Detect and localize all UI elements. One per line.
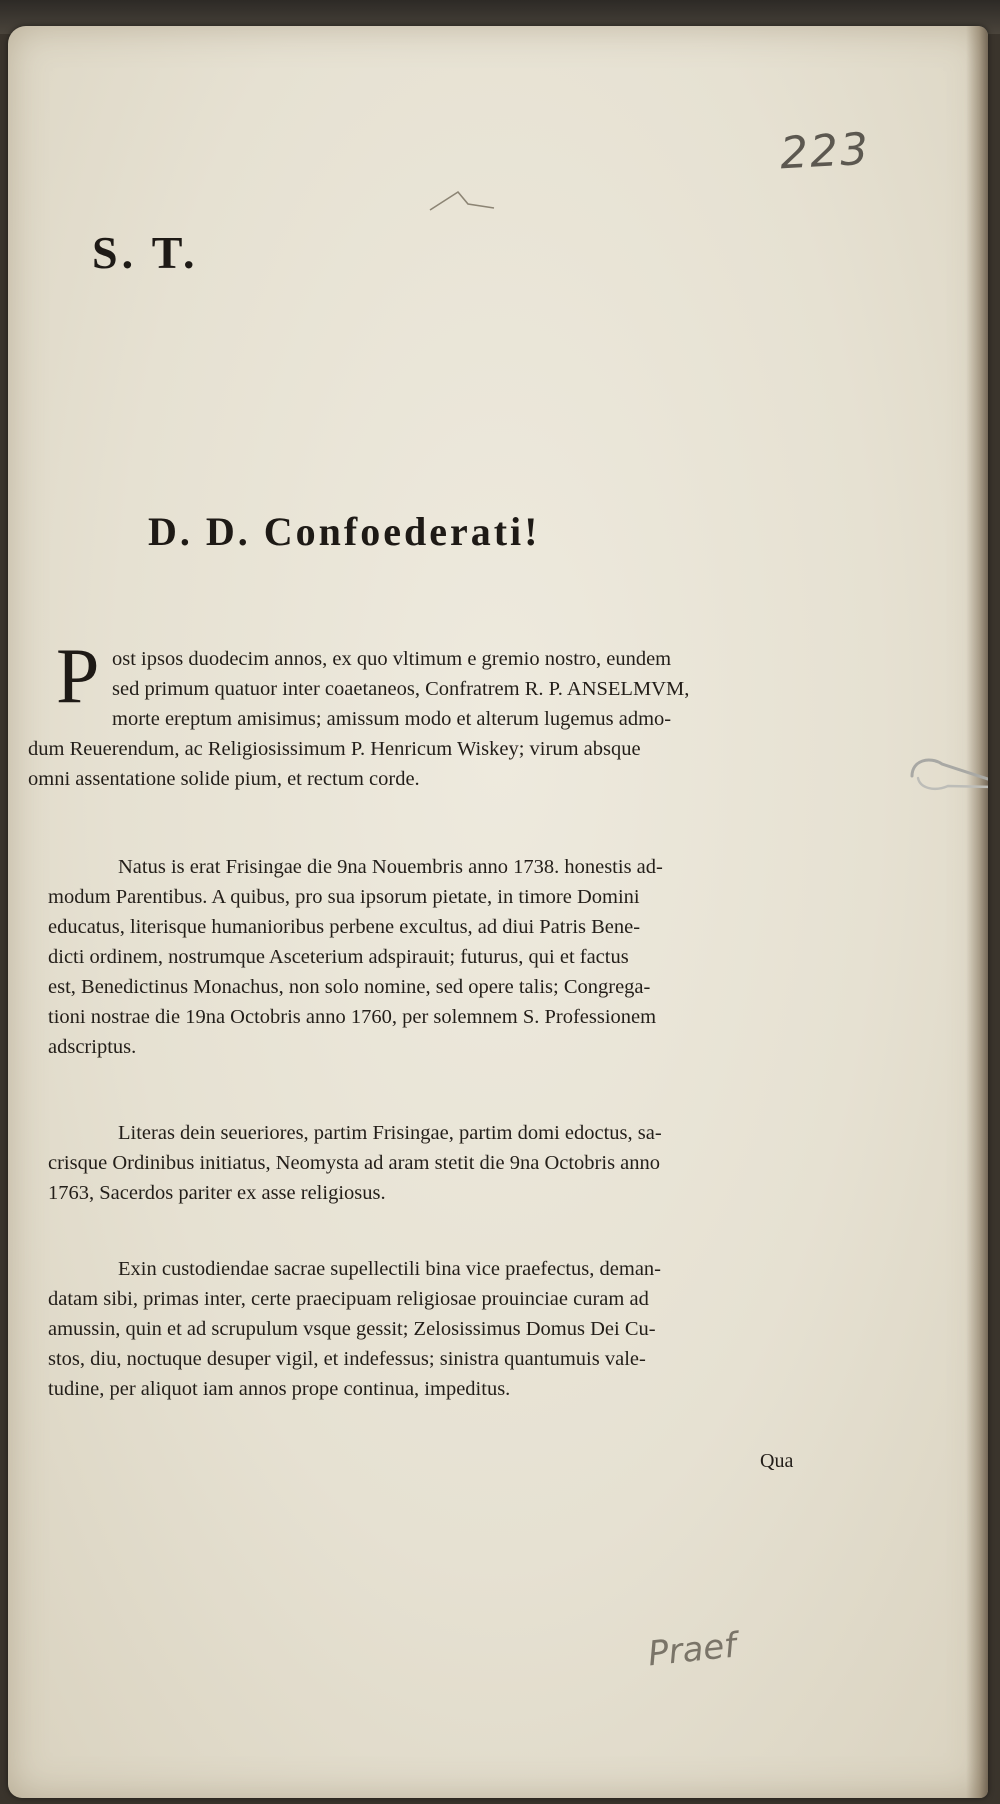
folio-number: 223 [778,123,872,180]
text-line: crisque Ordinibus initiatus, Neomysta ad aram stetit die 9na Octobris anno [48,1152,661,1174]
text-line: morte ereptum amisimus; amissum modo et alterum lugemus admo- [112,708,672,730]
text-line: stos, diu, noctuque desuper vigil, et indefessus; sinistra quantumuis vale- [48,1348,646,1370]
text-line: modum Parentibus. A quibus, pro sua ipsorum pietate, in timore Domini [48,886,640,908]
text-line: Natus is erat Frisingae die 9na Nouembris anno 1738. honestis ad- [118,856,663,878]
text-line: tudine, per aliquot iam annos prope continua, impeditus. [48,1378,511,1400]
page-shadow-edge [966,26,988,1798]
text-line: dicti ordinem, nostrumque Asceterium adspirauit; futurus, qui et factus [48,946,629,968]
paragraph-4 [48,1254,818,1404]
paper-crease-mark [428,186,498,216]
catchword: Qua [760,1450,794,1472]
text-line: 1763, Sacerdos pariter ex asse religiosus. [48,1182,386,1204]
text-line: Exin custodiendae sacrae supellectili bina vice praefectus, deman- [118,1258,662,1280]
paperclip-icon [908,748,988,804]
document-page [8,26,988,1798]
text-line: sed primum quatuor inter coaetaneos, Confratrem R. P. ANSELMVM, [112,678,690,700]
text-line: tioni nostrae die 19na Octobris anno 1760, per solemnem S. Professionem [48,1006,657,1028]
drop-cap: P [56,632,100,719]
handwritten-marginal-note: Praef [646,1625,739,1675]
paragraph-1 [28,644,882,794]
text-line: dum Reuerendum, ac Religiosissimum P. Henricum Wiskey; virum absque [28,738,641,760]
text-line: ost ipsos duodecim annos, ex quo vltimum e gremio nostro, eundem [112,648,672,670]
paragraph-2 [48,852,818,1062]
text-line: Literas dein seueriores, partim Frisingae, partim domi edoctus, sa- [118,1122,662,1144]
text-line: omni assentatione solide pium, et rectum corde. [28,768,420,790]
salutation: D. D. Confoederati! [148,509,541,554]
text-line: amussin, quin et ad scrupulum vsque gessit; Zelosissimus Domus Dei Cu- [48,1318,656,1340]
text-line: datam sibi, primas inter, certe praecipuam religiosae prouinciae curam ad [48,1288,649,1310]
text-line: adscriptus. [48,1036,137,1058]
paragraph-3 [48,1118,818,1208]
text-line: est, Benedictinus Monachus, non solo nomine, sed opere talis; Congrega- [48,976,651,998]
text-line: educatus, literisque humanioribus perbene excultus, ad diui Patris Bene- [48,916,641,938]
header-title: S. T. [92,227,199,278]
